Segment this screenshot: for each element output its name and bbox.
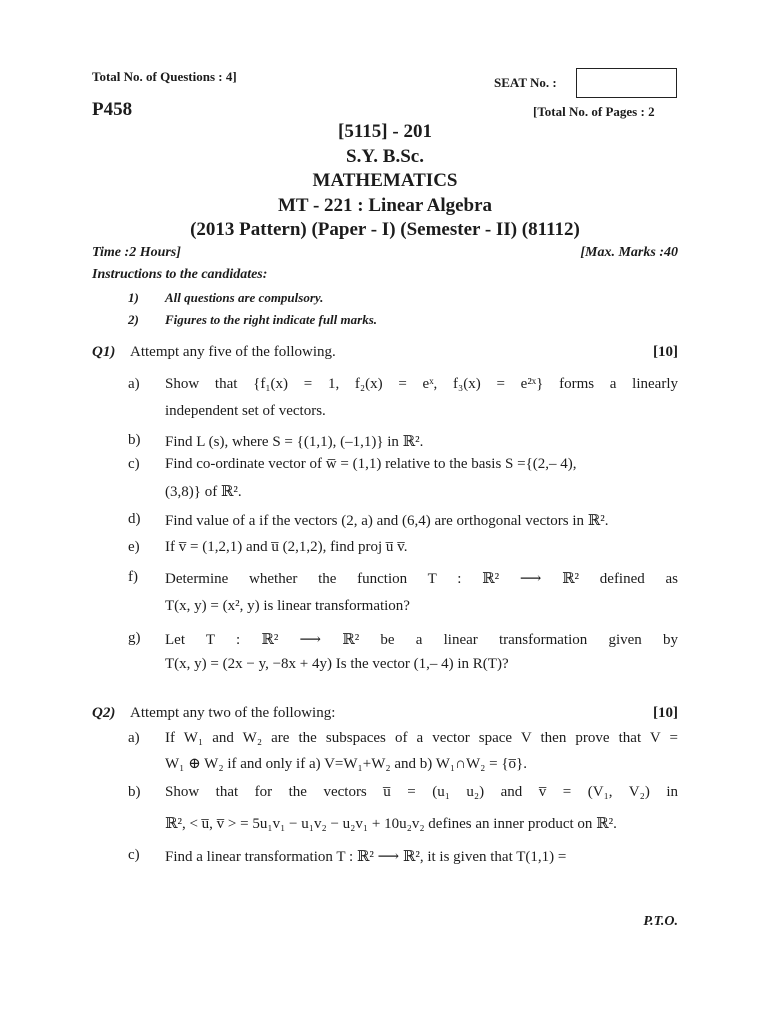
q1-g-text-cont: T(x, y) = (2x − y, −8x + 4y) Is the vector (1,– 4) in R(T)?: [165, 656, 509, 672]
q1-d-label: d): [128, 511, 141, 527]
q2-b-label: b): [128, 784, 141, 800]
pto-note: P.T.O.: [643, 914, 678, 929]
q1-b-label: b): [128, 432, 141, 448]
q2-a-label: a): [128, 730, 140, 746]
q1-f-text-cont: T(x, y) = (x², y) is linear transformation?: [165, 598, 410, 614]
q1-a-text: Show that {f₁(x) = 1, f₂(x) = eˣ, f₃(x) = e²ˣ} forms a linearly: [165, 376, 678, 392]
instruction-number: 1): [128, 290, 139, 305]
q1-c-text-cont: (3,8)} of ℝ².: [165, 484, 242, 500]
q2-c-label: c): [128, 847, 140, 863]
q1-a-text-cont: independent set of vectors.: [165, 403, 326, 419]
exam-code: [5115] - 201: [338, 121, 432, 142]
q2-c-text: Find a linear transformation T : ℝ² ⟶ ℝ², it is given that T(1,1) =: [165, 849, 567, 865]
q1-c-text: Find co-ordinate vector of w̅ = (1,1) relative to the basis S ={(2,– 4),: [165, 456, 577, 472]
q1-e-label: e): [128, 539, 140, 555]
paper-title: MT - 221 : Linear Algebra: [277, 195, 493, 216]
course-title: S.Y. B.Sc.: [346, 146, 424, 167]
pattern-title: (2013 Pattern) (Paper - I) (Semester - II) (81112): [190, 219, 580, 240]
q1-f-text: Determine whether the function T : ℝ² ⟶ ℝ² defined as: [165, 571, 678, 587]
max-marks: [Max. Marks :40: [580, 245, 678, 260]
q1-marks: [10]: [653, 344, 678, 360]
seat-no-box: [576, 68, 677, 98]
q1-g-label: g): [128, 630, 141, 646]
q1-f-label: f): [128, 569, 138, 585]
instruction-text: All questions are compulsory.: [165, 290, 324, 305]
q2-prompt: Attempt any two of the following:: [130, 705, 336, 721]
q1-e-text: If v̅ = (1,2,1) and u̅ (2,1,2), find proj u̅ v̅.: [165, 539, 408, 555]
instruction-text: Figures to the right indicate full marks.: [165, 312, 378, 327]
q1-label: Q1): [92, 344, 116, 360]
q1-b-text: Find L (s), where S = {(1,1), (–1,1)} in ℝ².: [165, 434, 424, 450]
q2-label: Q2): [92, 705, 116, 721]
q1-c-label: c): [128, 456, 140, 472]
instruction-number: 2): [128, 312, 139, 327]
total-pages: [Total No. of Pages : 2: [533, 104, 655, 119]
q2-b-text: Show that for the vectors u̅ = (u₁ u₂) and v̅ = (V₁, V₂) in: [165, 784, 678, 800]
time-allowed: Time :2 Hours]: [92, 245, 181, 260]
q2-a-text: If W₁ and W₂ are the subspaces of a vector space V then prove that V =: [165, 730, 678, 746]
subject-title: MATHEMATICS: [312, 170, 458, 191]
q1-prompt: Attempt any five of the following.: [130, 344, 336, 360]
q2-b-text-cont: ℝ², < u̅, v̅ > = 5u₁v₁ − u₁v₂ − u₂v₁ + 10u₂v₂ defines an inner product on ℝ².: [165, 816, 617, 832]
paper-code: P458: [92, 99, 133, 120]
q1-d-text: Find value of a if the vectors (2, a) and (6,4) are orthogonal vectors in ℝ².: [165, 513, 609, 529]
q2-marks: [10]: [653, 705, 678, 721]
q2-a-text-cont: W₁ ⊕ W₂ if and only if a) V=W₁+W₂ and b) W₁∩W₂ = {o̅}.: [165, 756, 527, 772]
instructions-heading: Instructions to the candidates:: [92, 267, 268, 282]
q1-a-label: a): [128, 376, 140, 392]
seat-no-label: SEAT No. :: [494, 75, 557, 90]
total-questions: Total No. of Questions : 4]: [92, 69, 237, 84]
q1-g-text: Let T : ℝ² ⟶ ℝ² be a linear transformation given by: [165, 632, 678, 648]
